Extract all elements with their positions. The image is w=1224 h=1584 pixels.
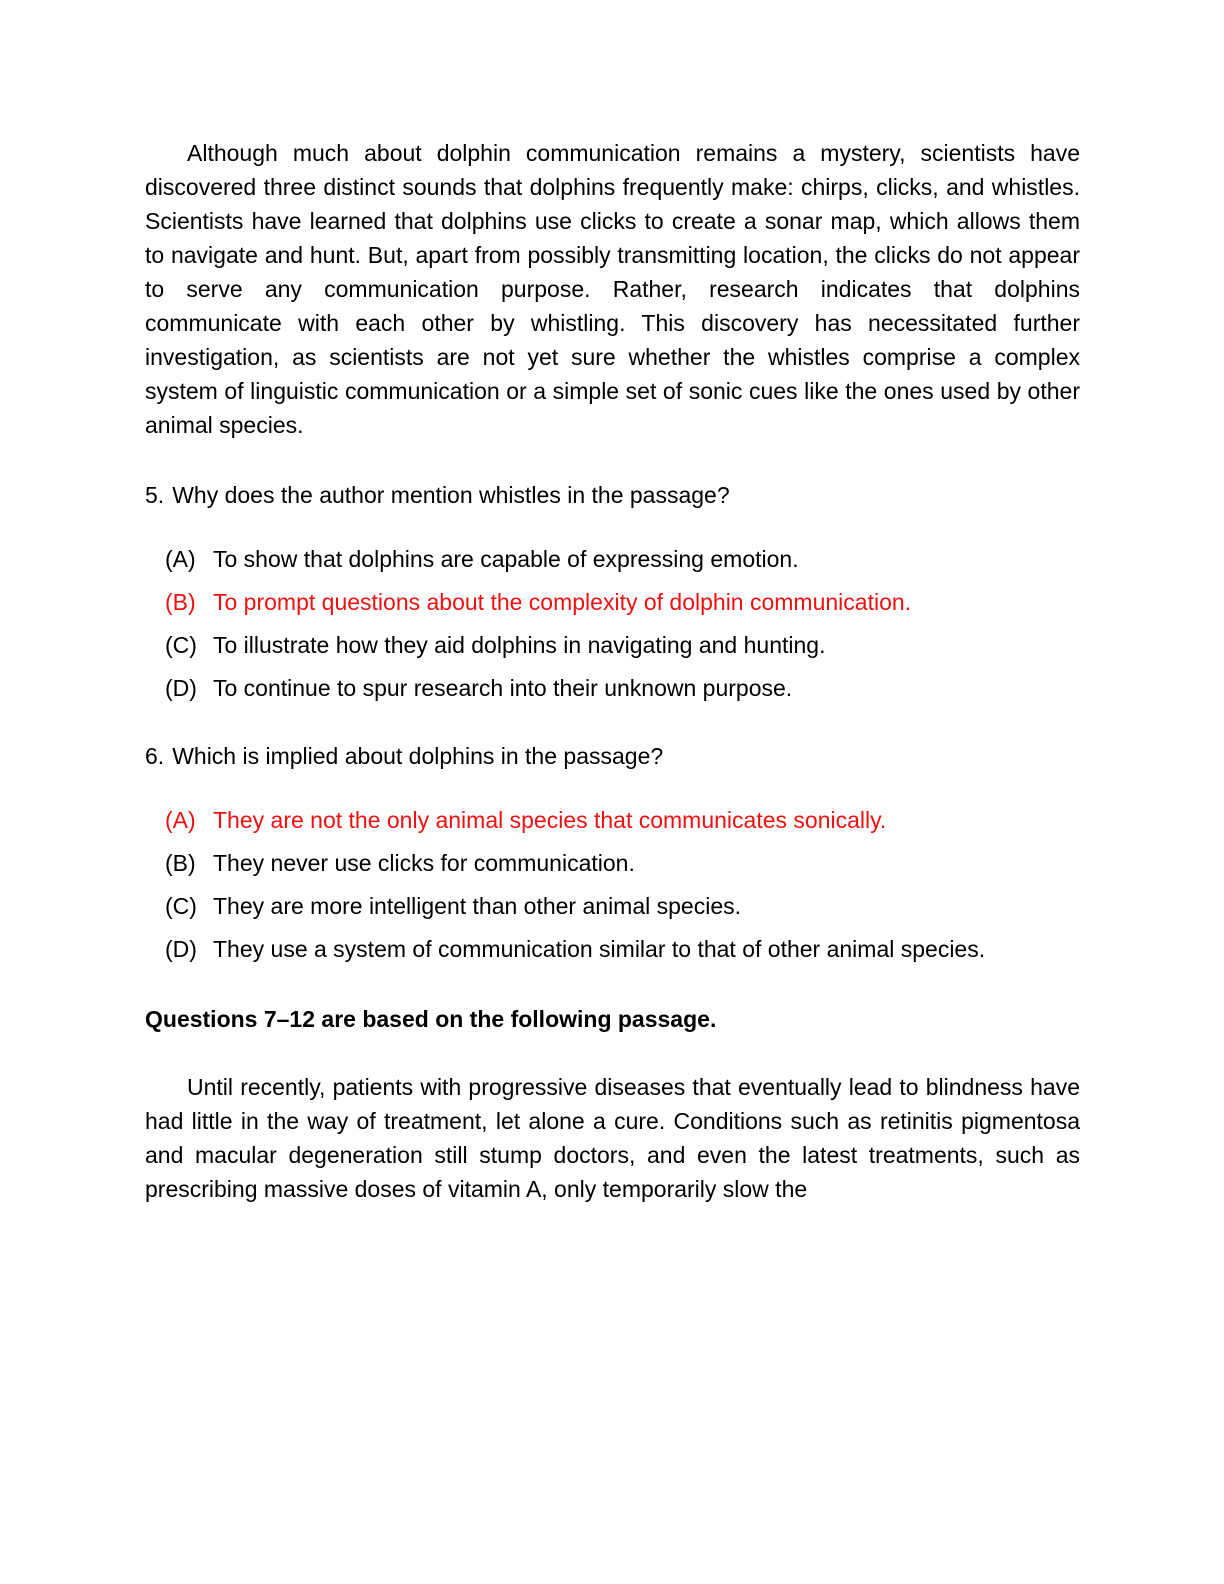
answer-option-6d [165,932,1080,966]
question-6-prompt [145,739,1080,773]
question-number: 6. [145,743,165,769]
option-letter: (D) [165,675,197,701]
section-heading: Questions 7–12 are based on the following passage. [145,1006,717,1032]
question-6 [145,739,1080,966]
passage-blindness-treatment: Until recently, patients with progressive diseases that eventually lead to blindness have had little in the way of treatment, let alone a cure. Conditions such as retinitis pigmentosa and macular degeneration still stump doctors, and even the latest treatments, such as prescribing massive doses of vitamin A, only temporarily slow the [145,1074,1080,1202]
answer-option-5b [165,585,1080,619]
answer-option-6c [165,889,1080,923]
passage-dolphin-communication: Although much about dolphin communication remains a mystery, scientists have discovered three distinct sounds that dolphins frequently make: chirps, clicks, and whistles. Scientists have learned that dolphins use clicks to create a sonar map, which allows them to navigate and hunt. But, apart from possibly transmitting location, the clicks do not appear to serve any communication purpose. Rather, research indicates that dolphins communicate with each other by whistling. This discovery has necessitated further investigation, as scientists are not yet sure whether the whistles comprise a complex system of linguistic communication or a simple set of sonic cues like the ones used by other animal species. [145,140,1080,438]
option-letter: (C) [165,632,197,658]
answer-option-6a [165,803,1080,837]
question-5-prompt [145,478,1080,512]
option-text: They are more intelligent than other animal species. [213,893,742,919]
option-letter: (A) [165,807,196,833]
option-text: They never use clicks for communication. [213,850,635,876]
option-text: They are not the only animal species that communicates sonically. [213,807,887,833]
option-text: They use a system of communication similar to that of other animal species. [213,936,986,962]
answer-option-6b [165,846,1080,880]
question-6-options [145,803,1080,966]
answer-option-5a [165,542,1080,576]
option-text: To prompt questions about the complexity of dolphin communication. [213,589,912,615]
answer-option-5c [165,628,1080,662]
option-text: To show that dolphins are capable of expressing emotion. [213,546,799,572]
option-letter: (D) [165,936,197,962]
option-text: To continue to spur research into their unknown purpose. [213,675,793,701]
option-letter: (B) [165,850,196,876]
question-text: Which is implied about dolphins in the passage? [172,743,664,769]
question-5 [145,478,1080,705]
option-letter: (B) [165,589,196,615]
option-text: To illustrate how they aid dolphins in navigating and hunting. [213,632,826,658]
question-text: Why does the author mention whistles in the passage? [172,482,730,508]
question-5-options [145,542,1080,705]
answer-option-5d [165,671,1080,705]
question-number: 5. [145,482,165,508]
option-letter: (A) [165,546,196,572]
option-letter: (C) [165,893,197,919]
